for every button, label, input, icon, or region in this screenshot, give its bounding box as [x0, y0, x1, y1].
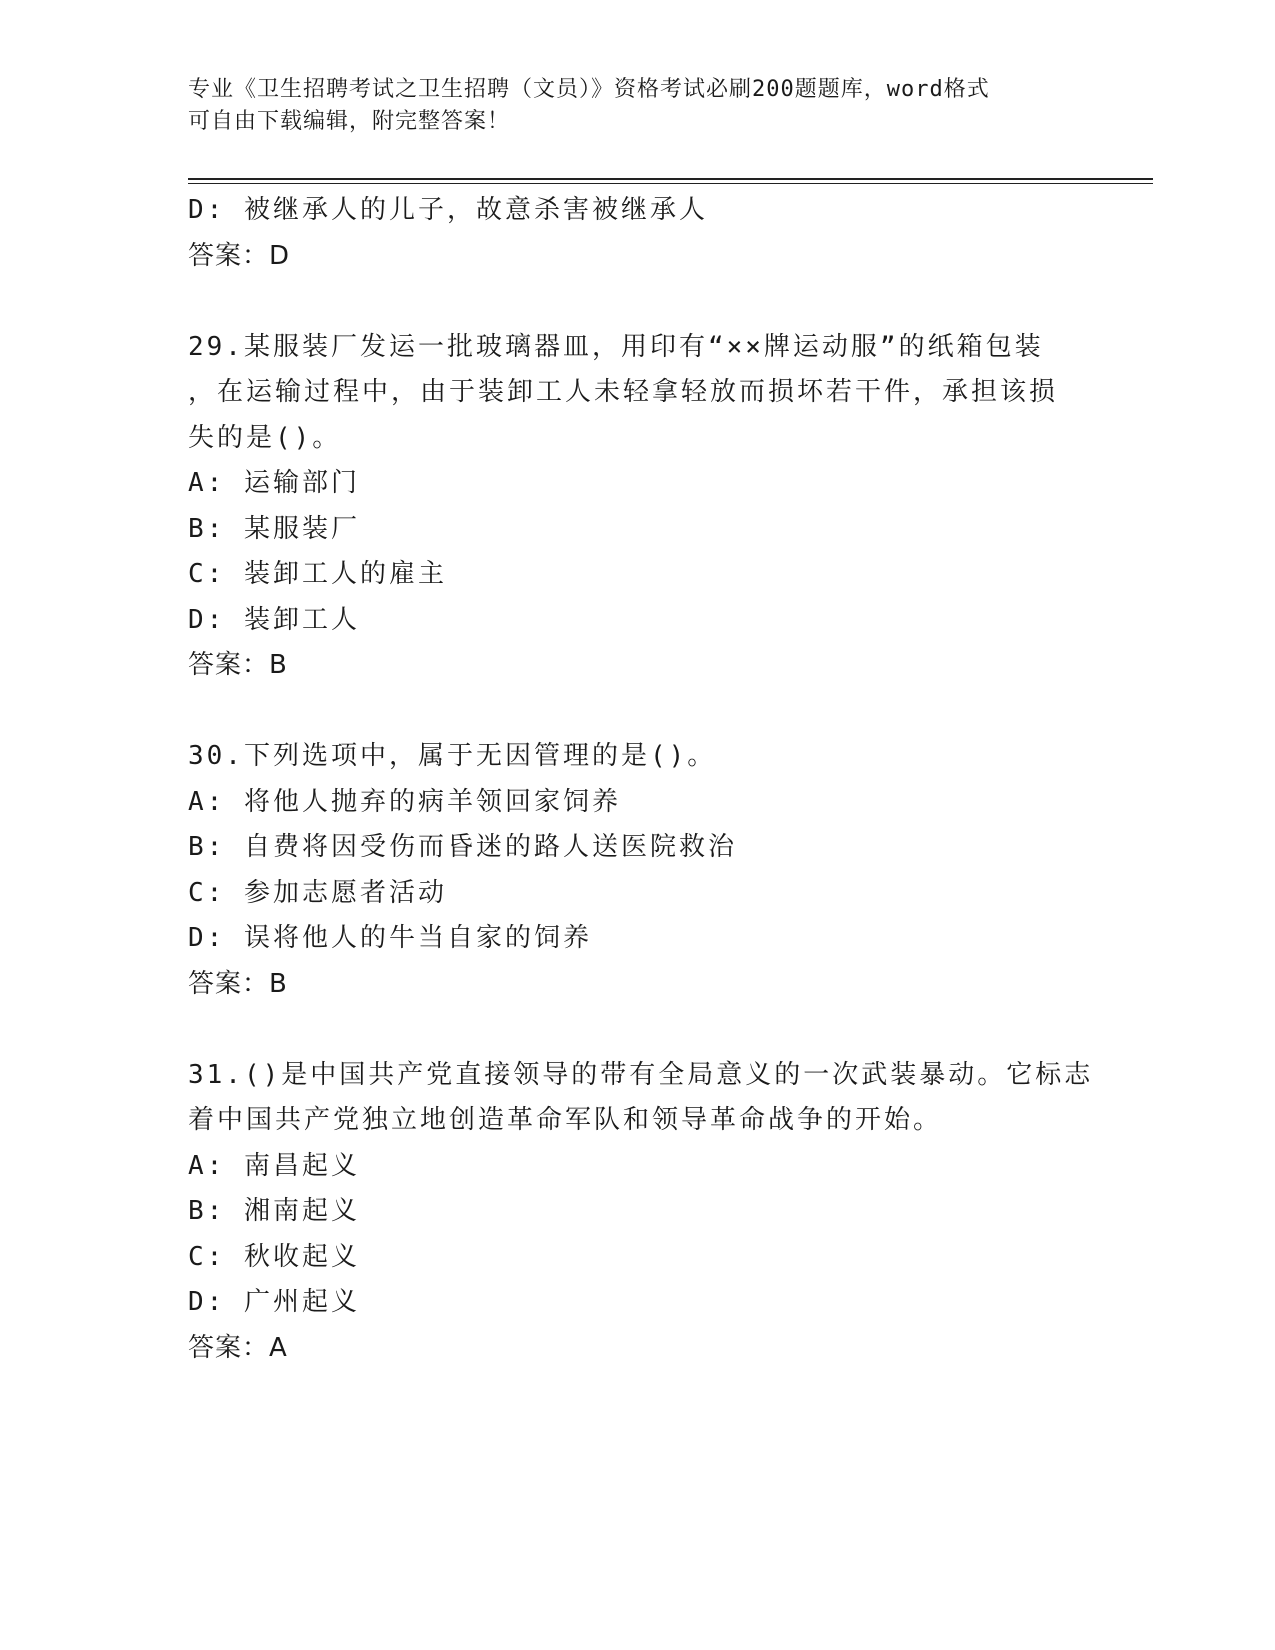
- question-29: [188, 325, 1088, 689]
- option-c: C: 秋收起义: [188, 1241, 360, 1272]
- question-text-line-1: 31.()是中国共产党直接领导的带有全局意义的一次武装暴动。它标志: [188, 1059, 1094, 1090]
- answer: 答案：B: [188, 650, 288, 680]
- option-c: C: 装卸工人的雇主: [188, 559, 447, 589]
- question-28-tail: [188, 188, 1088, 279]
- spacer: [188, 1007, 1088, 1053]
- option-d: D: 被继承人的儿子，故意杀害被继承人: [188, 195, 708, 225]
- answer: 答案：B: [188, 968, 288, 999]
- option-b: B: 自费将因受伤而昏迷的路人送医院救治: [188, 832, 737, 862]
- spacer: [188, 689, 1088, 735]
- question-text-line-1: 30.下列选项中，属于无因管理的是()。: [188, 741, 717, 771]
- option-d: D: 误将他人的牛当自家的饲养: [188, 923, 592, 953]
- document-header: [188, 74, 1088, 138]
- option-a: A: 南昌起义: [188, 1150, 360, 1181]
- option-a: A: 将他人抛弃的病羊领回家饲养: [188, 786, 621, 817]
- question-text-line-2: 着中国共产党独立地创造革命军队和领导革命战争的开始。: [188, 1105, 943, 1135]
- question-text-line-2: ，在运输过程中，由于装卸工人未轻拿轻放而损坏若干件，承担该损: [188, 377, 1059, 407]
- header-divider-thick: [188, 178, 1153, 180]
- question-text-line-1: 29.某服装厂发运一批玻璃器皿，用印有“××牌运动服”的纸箱包装: [188, 331, 1044, 362]
- option-a: A: 运输部门: [188, 468, 360, 498]
- header-line-1: 专业《卫生招聘考试之卫生招聘（文员）》资格考试必刷200题题库，word格式: [188, 77, 990, 102]
- option-d: D: 装卸工人: [188, 604, 360, 635]
- answer: 答案：A: [188, 1332, 288, 1363]
- spacer: [188, 279, 1088, 325]
- option-b: B: 某服装厂: [188, 513, 360, 544]
- question-text-line-3: 失的是()。: [188, 422, 342, 453]
- question-30: [188, 734, 1088, 1007]
- option-d: D: 广州起义: [188, 1287, 360, 1317]
- question-31: [188, 1053, 1094, 1372]
- option-b: B: 湘南起义: [188, 1196, 360, 1226]
- option-c: C: 参加志愿者活动: [188, 877, 447, 908]
- answer: 答案：D: [188, 240, 291, 271]
- header-divider-thin: [188, 183, 1153, 184]
- question-list: [188, 188, 1094, 1371]
- header-line-2: 可自由下载编辑，附完整答案！: [188, 109, 511, 134]
